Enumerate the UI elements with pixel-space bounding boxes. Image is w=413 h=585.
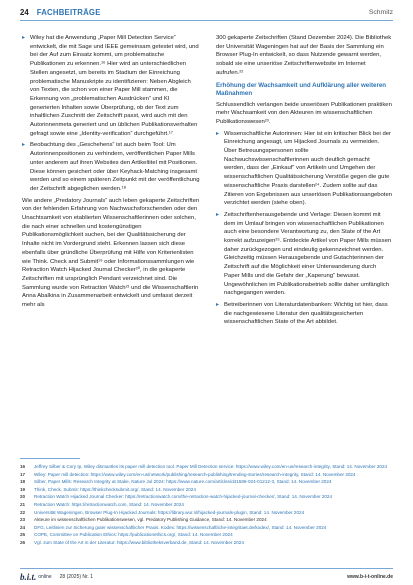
footnote-text: Akteure im wissenschaftlichen Publikationswesen, vgl. Predatory Publishing Guidance, Stand: 14. November 2024 (34, 517, 267, 523)
footnote-text[interactable]: Retraction Watch Hijacked Journal Checker: https://retractionwatch.com/the-retraction-watch-hijacked-journal-checker/, Stand: 14. November 2024 (34, 494, 333, 500)
body-columns (20, 34, 393, 454)
bullet-publishers: ▸ Zeitschriftenherausgebende und Verlage: Diesen kommt mit dem im Umlauf bringen von wissenschaftlichen Publikationen auch eine besondere Verantwortung zu, den State of the Art korrekt aufzuzeigen²⁵. Entdeckte Artikel von Paper Mills müssen daher zurückgezogen und eindeutig gekennzeichnet werden. Gleichzeitig müssen Herausgebende und Gutachterinnen der Zeitschrift auf die Möglichkeit einer Unterwanderung durch Paper Mills und die Gefahr der „Kaperung“ bewusst. Ungewöhnlichen im Publikationsbetrieb sollte daher umfänglich nachgegangen werden. (216, 211, 392, 298)
footnote (20, 517, 393, 524)
footnote (20, 472, 393, 479)
footnote-number: 18 (20, 479, 26, 485)
paragraph-vigilance: Schlussendlich verlangen beide unseriösen Publikationen praktiken mehr Wachsamkeit von den Akteuren im wissenschaftlichen Publikationswesen²³. (216, 101, 392, 125)
footnote-number: 23 (20, 517, 26, 523)
bullet-paper-mill-detection: ▸ Wiley hat die Anwendung „Paper Mill Detection Service“ entwickelt, die mit Sage und IEEE gemeinsam getestet wird, und bei der Auf zum Einsatz kommt, um problematische Publikationen zu erkennen.¹⁶ Hier wird an unterschiedlichen Stellen angesetzt, um bereits im Stadium der Einreichung problematische Manuskripte zu identifizieren: Neben Abgleich von Texten, die schon von einer Paper Mill stammen, die Erkennung von „problematischen Ausdrücken“ und KI generierten Inhalten sowie Überprüfung, ob der Text zum inhaltlichen Zuschnitt der Zeitschrift passt, wird auch mit den Autorinnenmeta generiert und un üblichen Publikationsverhalten gefragt sowie eine „Identity-verification“ durchgeführt.¹⁷ (22, 34, 200, 138)
footer-divider (20, 568, 393, 569)
page-number: 24 (20, 8, 29, 18)
footnote (20, 510, 393, 517)
footnote-text[interactable]: Vgl. zum State of the Art in der Literatur: https://www.bibliotheksverband.de, Stand: 14. November 2024 (34, 539, 244, 545)
bullet-authors: ▸ Wissenschaftliche Autorinnen: Hier ist ein kritischer Blick bei der Einreichung angesagt, um Hijacked Journals zu vermeiden. Über Betreuungspersonen sollte Nachwuchswissenschaftlerinnen auch deutlich gemacht werden, dass der „Einkauf“ von Artikeln und Umgehen der wissenschaftlichen Qualitätssicherung Verstöße gegen die gute wissenschaftliche Praxis darstellen²⁴. Zudem sollte auf das Zitieren von Ergebnissen aus unseriösen Publikationsangeboten verzichtet werden (siehe oben). (216, 130, 392, 208)
section-label: FACHBEITRÄGE (36, 8, 101, 18)
footnote-number: 20 (20, 494, 26, 500)
journal-issue: 28 (2025) Nr. 1 (59, 574, 93, 580)
footnote-number: 24 (20, 524, 26, 530)
footnote (20, 494, 393, 501)
footnote (20, 464, 393, 471)
footnote (20, 540, 393, 547)
left-column (20, 34, 200, 454)
right-column (212, 34, 392, 454)
footnote-text[interactable]: Wiley: Paper mill detection: https://www.wiley.com/en-us/network/publishing/research-publishing/trending-stories/research-integrity, Stand: 14. November 2024 (34, 471, 356, 477)
footnote-text[interactable]: Silber, Paper Mills: Research Integrity at Stake, Nature Jul 2024: https://www.nature.com/articles/d41586-024-01212-3, Stand: 14. November 2024 (34, 479, 332, 485)
page-header (20, 6, 393, 20)
footnote-text[interactable]: Universität Wageningen, Browser Plug-In Hijacked Journals: https://library.wur.nl/hijacked-journals-plugin, Stand: 14. November 2024 (34, 509, 305, 515)
paragraph-hijacked-count: 300 gekaperte Zeitschriften (Stand Dezember 2024). Die Bibliothek der Universität Wageningen hat auf der Basis der Sammlung ein Browser Plug-In entwickelt, so dass Nutzende gewarnt werden, sobald sie eine unseriöse Zeitschriftenwebsite im Internet aufrufen.²² (216, 35, 392, 76)
bullet-observation: ▸ Beobachtung des „Geschehens“ ist auch beim Tool: Um Autorinnenpositionen zu verhindern, veröffentlichen Paper Mills unter anderem auf ihren Websites den Artikeltitel mit Positionen. Diese können gesichert oder über Keyhack-Matching insgesamt werden und so einem späteren Zeitpunkt mit der veröffentlichung der Zeitschrift abgeglichen werden.¹⁸ (22, 141, 200, 193)
footnote-number: 17 (20, 471, 26, 477)
page-footer (20, 572, 393, 582)
footnote (20, 487, 393, 494)
paragraph-predatory-journals: Wie andere „Predatory Journals“ auch leben gekaperte Zeitschriften von der fehlenden Erfahrung von Nachwuchsforschenden oder den Unachtsamkeit von etablierten Wissenschaftlerinnen oder solchen, die nach einer schnellen und kostengünstigen Publikationsmöglichkeit suchen, bei der Qualitätssicherung der Inhalte nicht im Vordergrund steht. Erkennen lassen sich diese ebenfalls über gründliche Überprüfung mit Hilfe von Kriterienlisten wie Think. Check and Submit¹⁹ oder Informationssammlungen wie Retraction Watch Hijacked Journal Checker²⁰, in die gekaperte Zeitschriften mit ursprünglich Pendant verzeichnet sind. Die Sammlung wurde von Retraction Watch²¹ und die Wissenschaftlerin Anna Abalkina in Zusammenarbeit entwickelt und umfasst derzeit mehr als (22, 197, 200, 309)
footnote-text[interactable]: Jeffrey Silber & Cory Ip, Wiley dismantles its paper mill detection tool. Paper Mill Detection service: https://www.wiley.com/en-us/research-integrity, Stand: 14. November 2024 (34, 464, 388, 469)
footnote-number: 25 (20, 532, 26, 538)
website-link[interactable]: www.b-i-t-online.de (347, 574, 393, 580)
footnote-number: 16 (20, 464, 26, 469)
footnote-number: 26 (20, 539, 26, 545)
footnote-text[interactable]: Retraction Watch: https://retractionwatch.com, Stand: 14. November 2024 (34, 501, 184, 507)
section-heading: Erhöhung der Wachsamkeit und Aufklärung aller weiteren Maßnahmen (216, 81, 387, 98)
footnote-text[interactable]: Think, Check, Submit: https://thinkchecksubmit.org/, Stand: 14. November 2024 (34, 486, 196, 492)
footnote-divider (20, 458, 80, 459)
header-divider (20, 20, 393, 21)
footnote (20, 479, 393, 486)
bullet-database-operators: ▸ Betreiberinnen von Literaturdatenbanken: Wichtig ist hier, dass die nachgewiesene Literatur den qualitätsgesicherten wissenschaftlichen State of the Art abbildet. (216, 301, 392, 327)
footnote-text[interactable]: COPE, Committee on Publication Ethics: https://publicationethics.org/, Stand: 14. November 2024 (34, 532, 233, 538)
journal-logo: b.i.t. (20, 572, 37, 582)
footnotes (20, 464, 393, 548)
footnote-number: 19 (20, 486, 26, 492)
footnote-number: 21 (20, 501, 26, 507)
footnote-text[interactable]: DFG, Leitlinien zur Sicherung guter wissenschaftlicher Praxis. Kodex: https://wissenschaftliche-integritaet.de/kodex/, Stand: 14. November 2024 (34, 524, 327, 530)
footnote (20, 532, 393, 539)
footnote (20, 502, 393, 509)
journal-logo-suffix: online (38, 574, 52, 580)
author-rubric: Schmitz (368, 8, 393, 16)
footnote (20, 525, 393, 532)
footnote-number: 22 (20, 509, 26, 515)
